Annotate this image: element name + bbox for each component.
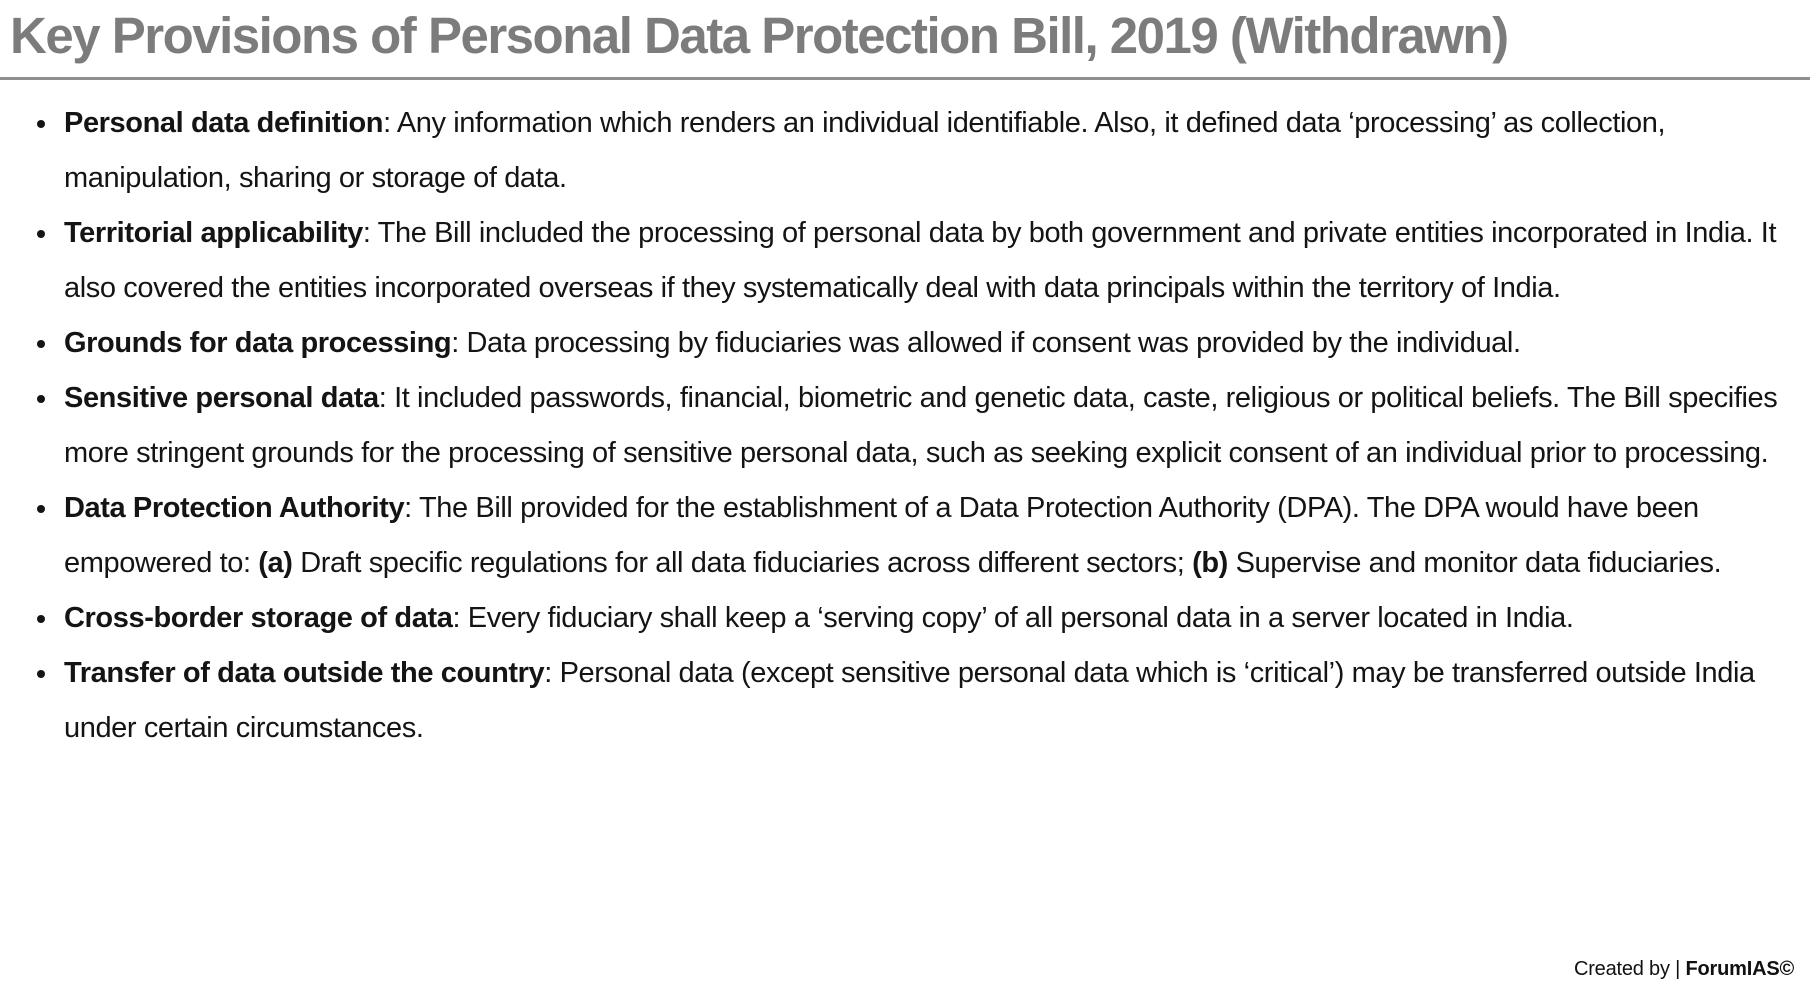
- provision-text: : Data processing by fiduciaries was allowed if consent was provided by the individual.: [451, 327, 1521, 359]
- provision-text: : Any information which renders an individual identifiable. Also, it defined data ‘processing’ as collection, manipulation, sharing or storage of data.: [64, 107, 1666, 194]
- credit-brand: ForumIAS©: [1685, 958, 1794, 980]
- provision-item: [60, 646, 1792, 756]
- provision-term: Territorial applicability: [64, 217, 363, 249]
- provision-term: Grounds for data processing: [64, 327, 452, 359]
- provision-item: [60, 316, 1792, 371]
- credit-line: [1566, 958, 1794, 981]
- provision-text: (b): [1192, 547, 1228, 579]
- provision-item: [60, 206, 1792, 316]
- provisions-list: [0, 96, 1810, 756]
- provision-item: [60, 96, 1792, 206]
- provision-term: Transfer of data outside the country: [64, 657, 545, 689]
- provision-text: : Every fiduciary shall keep a ‘serving copy’ of all personal data in a server located in India.: [452, 602, 1574, 634]
- provision-text: : The Bill included the processing of personal data by both government and private entities incorporated in India. It also covered the entities incorporated overseas if they systematically deal with data principals within the territory of India.: [64, 217, 1777, 304]
- provision-item: [60, 371, 1792, 481]
- provision-term: Data Protection Authority: [64, 492, 405, 524]
- provision-item: [60, 591, 1792, 646]
- provision-text: : It included passwords, financial, biometric and genetic data, caste, religious or political beliefs. The Bill specifies more stringent grounds for the processing of sensitive personal data, such as seeking explicit consent of an individual prior to processing.: [64, 382, 1778, 469]
- provision-text: (a): [258, 547, 293, 579]
- provision-text: : The Bill provided for the establishment of a Data Protection Authority (DPA). The DPA would have been empowered to:: [64, 492, 1699, 579]
- title-divider: [0, 77, 1810, 80]
- page-title: Key Provisions of Personal Data Protection Bill, 2019 (Withdrawn): [10, 7, 1508, 64]
- provision-term: Sensitive personal data: [64, 382, 379, 414]
- provision-term: Personal data definition: [64, 107, 384, 139]
- provision-text: Supervise and monitor data fiduciaries.: [1227, 547, 1722, 579]
- provision-text: Draft specific regulations for all data fiduciaries across different sectors;: [292, 547, 1193, 579]
- provision-item: [60, 481, 1792, 591]
- credit-prefix: Created by |: [1573, 958, 1686, 980]
- provision-text: : Personal data (except sensitive personal data which is ‘critical’) may be transferred outside India under certain circumstances.: [64, 657, 1755, 744]
- provision-term: Cross-border storage of data: [64, 602, 453, 634]
- document-page: [0, 6, 1810, 983]
